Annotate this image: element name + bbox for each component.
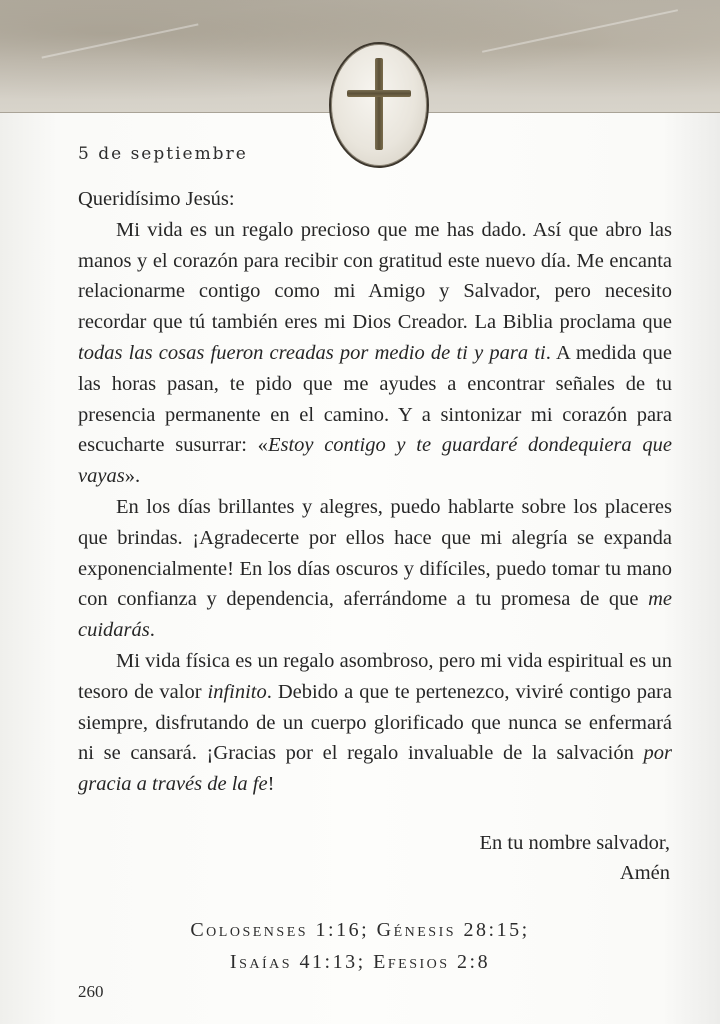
scripture-quote: me cuidarás <box>78 588 672 642</box>
cross-icon <box>375 58 383 150</box>
scripture-quote: todas las cosas fueron creadas por medio de ti y para ti <box>78 341 546 364</box>
text-run: . <box>149 619 155 642</box>
scripture-quote: Estoy contigo y te guardaré dondequiera que vayas <box>78 434 672 488</box>
entry-date: 5 de septiembre <box>78 144 248 164</box>
paragraph-2 <box>78 492 672 646</box>
signoff-line: En tu nombre salvador, <box>479 832 670 854</box>
signoff <box>480 828 670 888</box>
cross-icon-bar <box>347 90 411 97</box>
text-run: ! <box>267 773 275 796</box>
reference-line: Isaías 41:13; Efesios 2:8 <box>229 951 491 973</box>
cross-medallion <box>329 42 429 168</box>
text-run: Mi vida física es un regalo asombroso, pero mi vida espiritual es un tesoro de valor <box>78 649 672 703</box>
reference-line: Colosenses 1:16; Génesis 28:15; <box>190 919 530 941</box>
scripture-quote: por gracia a través de la fe <box>78 742 672 796</box>
salutation: Queridísimo Jesús: <box>78 188 235 210</box>
text-run: Mi vida es un regalo precioso que me has dado. Así que abro las manos y el corazón para recibir con gratitud este nuevo día. Me encanta relacionarme contigo como mi Amigo y Salvador, pero necesito recordar que tú también eres mi Dios Creador. La Biblia proclama que <box>78 218 672 334</box>
devotional-text <box>78 184 672 800</box>
signoff-amen: Amén <box>619 862 670 884</box>
text-run: ». <box>124 465 141 488</box>
scripture-references <box>0 914 720 978</box>
paragraph-1 <box>78 215 672 492</box>
texture-streak <box>42 23 199 58</box>
paragraph-3 <box>78 646 672 800</box>
page-number: 260 <box>78 982 104 1001</box>
emphasis: infinito <box>207 680 267 703</box>
text-run: En los días brillantes y alegres, puedo hablarte sobre los placeres que brindas. ¡Agradecerte por ellos hace que mi alegría se expanda exponencialmente! En los días oscuros y difíciles, puedo tomar tu mano con confianza y dependencia, aferrándome a tu promesa de que <box>78 495 672 611</box>
text-run: . Debido a que te pertenezco, viviré contigo para siempre, disfrutando de un cuerpo glorificado que nunca se enfermará ni se cansará. ¡Gracias por el regalo invaluable de la salvación <box>78 680 672 765</box>
texture-streak <box>482 9 678 53</box>
text-run: . A medida que las horas pasan, te pido que me ayudes a encontrar señales de tu presencia permanente en el camino. Y a sintonizar mi corazón para escucharte susurrar: « <box>78 341 672 457</box>
